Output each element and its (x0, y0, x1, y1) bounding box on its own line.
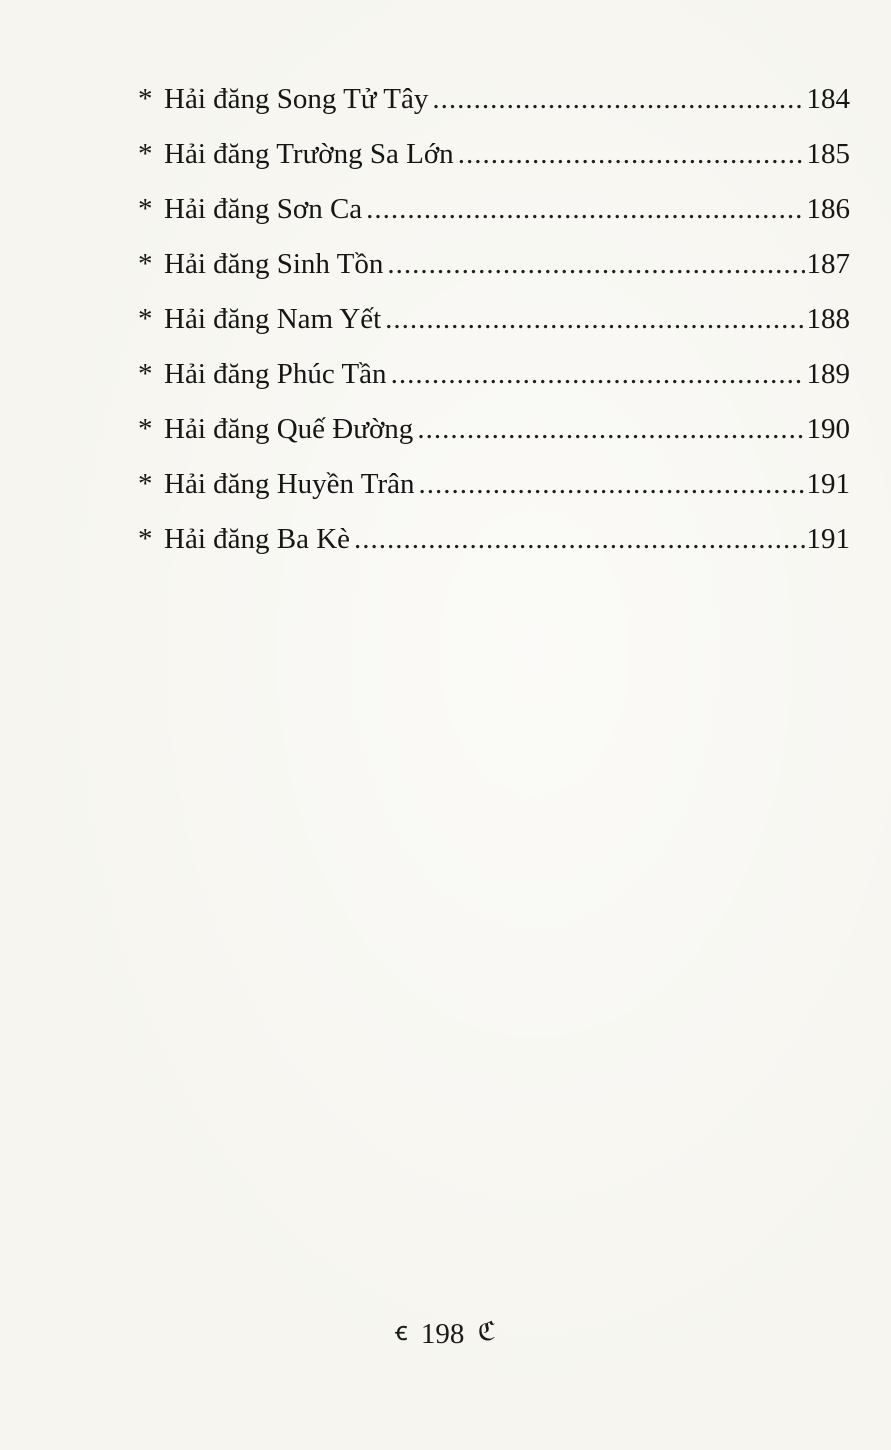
toc-entry-title: Hải đăng Nam Yết (164, 303, 382, 335)
toc-entry (138, 237, 850, 292)
toc-entry (138, 127, 850, 182)
page-footer (0, 1312, 891, 1354)
toc-entry-title: Hải đăng Ba Kè (164, 523, 351, 555)
dot-leader (458, 127, 805, 182)
toc-entry (138, 292, 850, 347)
toc-entry (138, 512, 850, 567)
toc-entry-title: Hải đăng Quế Đường (164, 413, 414, 445)
toc-bullet: * (138, 358, 153, 390)
toc-entry-title: Hải đăng Phúc Tần (164, 358, 387, 390)
dot-leader (419, 457, 805, 512)
toc-entry-title: Hải đăng Sơn Ca (164, 193, 363, 225)
toc-entry-page: 185 (806, 138, 850, 170)
toc-entry-title: Hải đăng Huyền Trân (164, 468, 415, 500)
toc-entry (138, 182, 850, 237)
table-of-contents (138, 72, 850, 567)
toc-entry-title: Hải đăng Trường Sa Lớn (164, 138, 454, 170)
dot-leader (391, 347, 805, 402)
toc-entry (138, 347, 850, 402)
toc-bullet: * (138, 413, 153, 445)
dot-leader (387, 237, 804, 292)
toc-bullet: * (138, 303, 153, 335)
toc-entry-page: 187 (806, 248, 850, 280)
dot-leader (385, 292, 804, 347)
toc-entry-page: 189 (806, 358, 850, 390)
toc-entry-page: 184 (806, 83, 850, 115)
toc-entry (138, 457, 850, 512)
ornament-right-icon: ℭ (477, 1317, 496, 1347)
ornament-left-icon: ꞓ (395, 1317, 408, 1347)
toc-entry-page: 191 (806, 468, 850, 500)
toc-entry-page: 186 (806, 193, 850, 225)
toc-entry (138, 72, 850, 127)
toc-entry-title: Hải đăng Song Tử Tây (164, 83, 429, 115)
page-number: 198 (420, 1318, 465, 1351)
toc-bullet: * (138, 138, 153, 170)
toc-entry-title: Hải đăng Sinh Tồn (164, 248, 384, 280)
dot-leader (354, 512, 804, 567)
toc-bullet: * (138, 523, 153, 555)
toc-bullet: * (138, 193, 153, 225)
dot-leader (366, 182, 804, 237)
toc-bullet: * (138, 83, 153, 115)
toc-entry-page: 191 (806, 523, 850, 555)
toc-entry-page: 188 (806, 303, 850, 335)
toc-bullet: * (138, 248, 153, 280)
toc-entry (138, 402, 850, 457)
dot-leader (432, 72, 804, 127)
toc-bullet: * (138, 468, 153, 500)
toc-entry-page: 190 (806, 413, 850, 445)
dot-leader (417, 402, 804, 457)
